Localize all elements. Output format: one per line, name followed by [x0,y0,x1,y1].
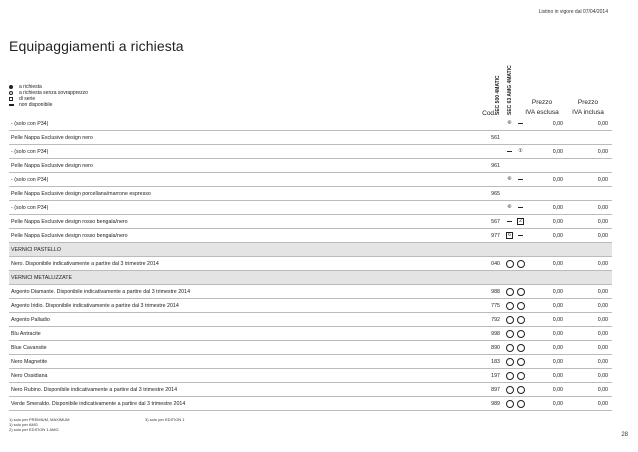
model-2-availability [515,299,526,312]
row-description: Blue Cavansite [11,344,47,351]
row-code: 775 [491,302,500,309]
optional-no-charge-icon [517,386,525,394]
legend-item: a richiesta senza sovrapprezzo [9,90,88,96]
model-2-availability [515,173,526,186]
model-1-availability [504,187,515,200]
model-1-availability [504,327,515,340]
row-description: Pelle Nappa Exclusive design rosso bengala/nero [11,218,128,225]
row-code: 977 [491,232,500,239]
price-excl-vat: 0,00 [552,386,563,393]
table-row [9,313,612,327]
row-description: Argento Palladio [11,316,50,323]
row-description: Nero. Disponibile indicativamente a partire dal 3 trimestre 2014 [11,260,159,267]
price-incl-vat: 0,00 [597,386,608,393]
row-description: Argento Iridio. Disponibile indicativamente a partire dal 3 trimestre 2014 [11,302,179,309]
table-row [9,131,612,145]
row-code: 567 [491,218,500,225]
optional-no-charge-icon [517,372,525,380]
optional-no-charge-icon [517,288,525,296]
model-1-availability [504,397,515,410]
optional-no-charge-icon [517,316,525,324]
table-row [9,215,612,229]
footnote-marker: ⑥ [507,120,512,126]
column-header-model-2: SEC 63 AMG 4MATIC [507,65,513,115]
standard-square-icon: 6 [506,232,513,239]
row-code: 998 [491,330,500,337]
table-row [9,341,612,355]
optional-no-charge-icon [517,302,525,310]
model-1-availability [504,383,515,396]
table-row [9,187,612,201]
price-incl-vat: 0,00 [597,400,608,407]
price-excl-vat: 0,00 [552,148,563,155]
row-code [471,173,504,186]
price-incl-vat: 0,00 [597,344,608,351]
optional-no-charge-icon [517,344,525,352]
validity-note: Listino in vigore dal 07/04/2014 [538,9,608,15]
model-1-availability [504,201,515,214]
row-code: 197 [491,372,500,379]
price-incl-vat: 0,00 [597,358,608,365]
table-row [9,117,612,131]
row-description: Verde Smeraldo. Disponibile indicativamente a partire dal 3 trimestre 2014 [11,400,186,407]
model-2-availability [515,159,526,172]
price-incl-vat: 0,00 [597,232,608,239]
footnote-secondary: 3) solo per EDITION 1 [145,417,185,422]
column-header-price-incl: Prezzo IVA inclusa [572,99,604,116]
footnote-marker: ① [518,148,523,154]
optional-no-charge-icon [506,344,514,352]
model-1-availability [504,215,515,228]
column-header-model-1: SEC 500 4MATIC [495,75,501,115]
table-row [9,201,612,215]
row-description: VERNICI PASTELLO [11,246,61,253]
row-code: 989 [491,400,500,407]
price-incl-vat: 0,00 [597,302,608,309]
optional-no-charge-icon [506,260,514,268]
table-row [9,159,612,173]
model-1-availability [504,159,515,172]
row-description: Pelle Nappa Exclusive design porcellana/marrone espresso [11,190,151,197]
row-code: 792 [491,316,500,323]
model-2-availability [515,397,526,410]
model-2-availability [515,383,526,396]
not-available-dash-icon [507,221,512,222]
price-excl-vat: 0,00 [552,232,563,239]
page-title: Equipaggiamenti a richiesta [9,38,184,54]
row-description: Argento Diamante. Disponibile indicativamente a partire dal 3 trimestre 2014 [11,288,191,295]
row-description: VERNICI METALLIZZATE [11,274,73,281]
table-row [9,173,612,187]
row-description: - (solo con P34) [11,176,49,183]
price-incl-vat: 0,00 [597,204,608,211]
optional-no-charge-icon [506,302,514,310]
model-1-availability [504,229,515,242]
price-incl-vat [570,187,612,200]
price-excl-vat: 0,00 [552,372,563,379]
price-incl-vat: 0,00 [597,148,608,155]
footnotes: 1) solo per PREMIUM, MAXIMUM 1) solo per AMG 2) solo per EDITION 1 AMG [9,417,70,432]
price-incl-vat [570,131,612,144]
row-code: 961 [491,162,500,169]
price-incl-vat: 0,00 [597,218,608,225]
optional-no-charge-icon [506,400,514,408]
row-description: - (solo con P34) [11,148,49,155]
price-excl-vat: 0,00 [552,288,563,295]
row-description: Pelle Nappa Exclusive design nero [11,162,93,169]
model-1-availability [504,299,515,312]
price-incl-vat: 0,00 [597,260,608,267]
price-excl-vat: 0,00 [552,316,563,323]
model-2-availability [515,341,526,354]
model-2-availability [515,257,526,270]
price-excl-vat: 0,00 [552,344,563,351]
table-row [9,397,612,411]
model-2-availability [515,285,526,298]
row-code: 040 [491,260,500,267]
price-excl-vat: 0,00 [552,204,563,211]
model-1-availability [504,117,515,130]
equipment-table [9,117,612,411]
row-description: Pelle Nappa Exclusive design rosso bengala/nero [11,232,128,239]
optional-no-charge-icon [506,330,514,338]
price-excl-vat: 0,00 [552,120,563,127]
price-excl-vat: 0,00 [552,260,563,267]
model-1-availability [504,131,515,144]
table-row [9,383,612,397]
price-excl-vat: 0,00 [552,358,563,365]
table-row [9,355,612,369]
model-1-availability [504,173,515,186]
table-row [9,145,612,159]
price-excl-vat: 0,00 [552,400,563,407]
model-2-availability [515,201,526,214]
optional-no-charge-icon [517,400,525,408]
square-icon [9,97,13,101]
model-1-availability [504,313,515,326]
footnote-marker: ⑥ [507,176,512,182]
optional-no-charge-icon [506,316,514,324]
optional-no-charge-icon [506,288,514,296]
model-1-availability [504,145,515,158]
price-incl-vat: 0,00 [597,316,608,323]
legend-item: non disponibile [9,102,88,108]
model-2-availability [515,327,526,340]
not-available-dash-icon [518,235,523,236]
price-incl-vat: 0,00 [597,330,608,337]
table-row [9,285,612,299]
price-incl-vat: 0,00 [597,372,608,379]
page-number: 28 [621,432,628,438]
model-2-availability [515,355,526,368]
price-excl-vat [526,159,570,172]
legend-item: a richiesta [9,84,88,90]
model-2-availability [515,131,526,144]
price-excl-vat: 0,00 [552,330,563,337]
row-description: - (solo con P34) [11,120,49,127]
footnote-marker: ⑥ [507,204,512,210]
optional-no-charge-icon [506,372,514,380]
row-code [471,145,504,158]
not-available-dash-icon [518,207,523,208]
legend [9,84,88,108]
optional-no-charge-icon [506,386,514,394]
not-available-dash-icon [518,123,523,124]
standard-square-icon: 2 [517,218,524,225]
row-code: 897 [491,386,500,393]
price-excl-vat: 0,00 [552,176,563,183]
not-available-dash-icon [507,151,512,152]
optional-no-charge-icon [506,358,514,366]
column-header-code: Cod. [482,110,496,117]
not-available-dash-icon [518,179,523,180]
model-1-availability [504,369,515,382]
row-description: Pelle Nappa Exclusive design nero [11,134,93,141]
model-2-availability [515,215,526,228]
table-row [9,369,612,383]
row-description: Blu Antracite [11,330,41,337]
section-header-row [9,243,612,257]
table-row [9,229,612,243]
model-2-availability [515,117,526,130]
model-2-availability [515,187,526,200]
section-header-row [9,271,612,285]
model-1-availability [504,285,515,298]
model-2-availability [515,145,526,158]
column-header-price-excl: Prezzo IVA esclusa [525,99,559,116]
optional-no-charge-icon [517,260,525,268]
price-excl-vat: 0,00 [552,218,563,225]
row-description: Nero Rubino. Disponibile indicativamente a partire dal 3 trimestre 2014 [11,386,178,393]
row-code: 988 [491,288,500,295]
price-excl-vat [526,187,570,200]
open-circle-icon [9,91,13,95]
model-2-availability [515,313,526,326]
legend-item: di serie [9,96,88,102]
row-description: Nero Magnetite [11,358,48,365]
table-row [9,299,612,313]
price-incl-vat: 0,00 [597,288,608,295]
row-code [471,117,504,130]
dash-icon [9,104,14,106]
optional-no-charge-icon [517,330,525,338]
model-2-availability [515,229,526,242]
model-2-availability [515,369,526,382]
filled-circle-icon [9,85,13,89]
model-1-availability [504,355,515,368]
table-row [9,257,612,271]
price-excl-vat: 0,00 [552,302,563,309]
model-1-availability [504,341,515,354]
row-code: 890 [491,344,500,351]
optional-no-charge-icon [517,358,525,366]
price-incl-vat: 0,00 [597,176,608,183]
price-incl-vat [570,159,612,172]
model-1-availability [504,257,515,270]
row-code: 561 [491,134,500,141]
row-description: Nero Ossidiana [11,372,48,379]
price-excl-vat [526,131,570,144]
row-code [471,201,504,214]
row-code: 965 [491,190,500,197]
price-incl-vat: 0,00 [597,120,608,127]
row-code: 183 [491,358,500,365]
table-row [9,327,612,341]
row-description: - (solo con P34) [11,204,49,211]
